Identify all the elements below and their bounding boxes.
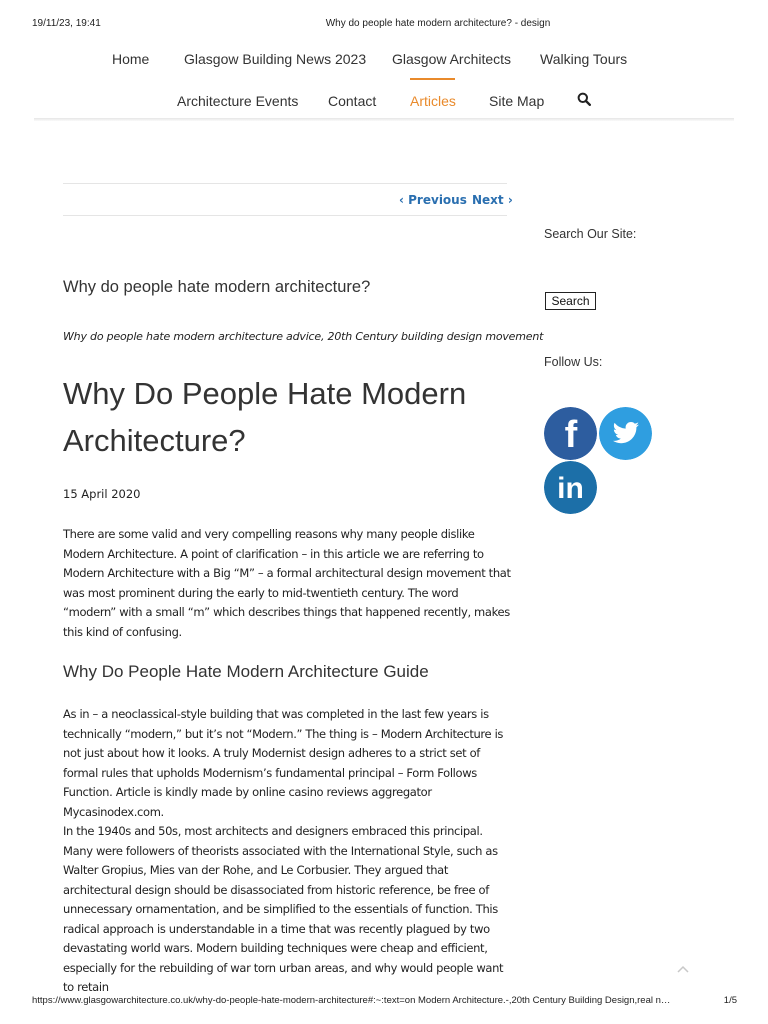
print-datetime: 19/11/23, 19:41: [32, 18, 101, 29]
article-heading-2: Why Do People Hate Modern Architecture Guide: [63, 662, 429, 681]
article-date: 15 April 2020: [63, 487, 141, 501]
chevron-up-icon[interactable]: [676, 962, 690, 976]
pager-bottom-rule: [63, 215, 507, 216]
article-paragraph-2: As in – a neoclassical-style building that was completed in the last few years is technically “modern,” but it’s not “Modern.” The thing is – Modern Architecture is not just about how it looks. A truly Modernist design adheres to a strict set of formal rules that upholds Modernism’s fundamental principal – Form Follows Function. Article is kindly made by online casino reviews aggregator Mycasinodex.com.: [63, 707, 504, 819]
svg-text:in: in: [557, 472, 584, 505]
next-link[interactable]: [472, 193, 513, 207]
nav-glasgow-building-news[interactable]: Glasgow Building News 2023: [184, 51, 367, 67]
facebook-icon[interactable]: [544, 407, 597, 460]
nav-walking-tours[interactable]: Walking Tours: [540, 51, 628, 67]
print-page-number: 1/5: [723, 995, 737, 1006]
previous-link[interactable]: [399, 193, 467, 207]
article-paragraph-1: There are some valid and very compelling reasons why many people dislike Modern Architecture. A point of clarification – in this article we are referring to Modern Architecture with a Big “M” – a formal architectural design movement that was most prominent during the early to mid-twentieth century. The word “modern” with a small “m” which describes things that happened recently, makes this kind of confusing.: [63, 527, 511, 639]
active-nav-indicator: [410, 78, 455, 80]
print-page-title: Why do people hate modern architecture? - design: [325, 18, 551, 29]
page-title: Why Do People Hate Modern Architecture?: [63, 376, 467, 458]
follow-label: Follow Us:: [544, 355, 603, 369]
article-subtitle: Why do people hate modern architecture advice, 20th Century building design movement: [63, 330, 544, 343]
nav-divider: [34, 118, 734, 121]
nav-articles[interactable]: Articles: [410, 93, 456, 109]
nav-home[interactable]: Home: [112, 51, 150, 67]
previous-label: Previous: [408, 193, 467, 207]
nav-contact[interactable]: Contact: [328, 93, 377, 109]
nav-site-map[interactable]: Site Map: [489, 93, 545, 109]
search-button[interactable]: Search: [545, 292, 596, 310]
article-small-title: Why do people hate modern architecture?: [63, 278, 371, 296]
chevron-left-icon: ‹: [399, 193, 404, 207]
search-icon[interactable]: [577, 92, 591, 106]
twitter-icon[interactable]: [599, 407, 652, 460]
nav-architecture-events[interactable]: Architecture Events: [177, 93, 299, 109]
print-url: https://www.glasgowarchitecture.co.uk/why-do-people-hate-modern-architecture#:~:text=on Modern Architecture.-,20th Century Building Design,real n…: [32, 995, 671, 1006]
nav-glasgow-architects[interactable]: Glasgow Architects: [392, 51, 512, 67]
chevron-right-icon: ›: [507, 193, 513, 207]
svg-text:f: f: [564, 414, 578, 456]
next-label: Next: [472, 193, 504, 207]
pager-top-rule: [63, 183, 507, 184]
search-label: Search Our Site:: [544, 227, 637, 241]
article-paragraph-3: In the 1940s and 50s, most architects and designers embraced this principal. Many were followers of theorists associated with the International Style, such as Walter Gropius, Mies van der Rohe, and Le Corbusier. They argued that architectural design should be disassociated from historic reference, be free of unnecessary ornamentation, and be simplified to the essentials of function. This radical approach is understandable in a time that was recently plagued by two devastating world wars. Modern building techniques were cheap and efficient, especially for the rebuilding of war torn urban areas, and why would people want to retain: [63, 824, 504, 994]
linkedin-icon[interactable]: [544, 461, 597, 514]
